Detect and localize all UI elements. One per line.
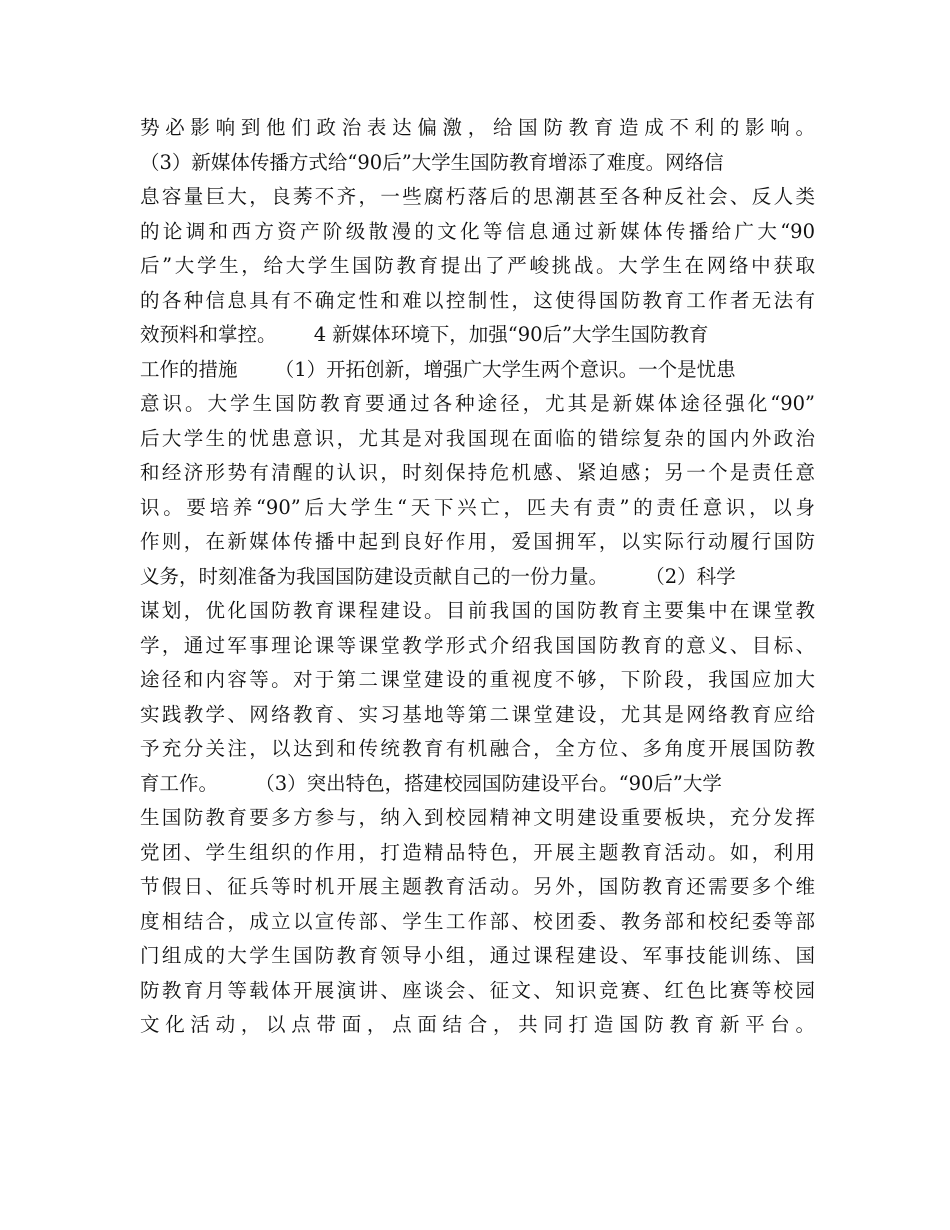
text-line: 义务，时刻准备为我国国防建设贡献自己的一份力量。 （2）科学 xyxy=(140,564,736,588)
text-line: 党团、学生组织的作用，打造精品特色，开展主题教育活动。如，利用 xyxy=(140,840,815,864)
text-line: 文化活动，以点带面，点面结合，共同打造国防教育新平台。 xyxy=(140,1013,815,1036)
text-line: 谋划，优化国防教育课程建设。目前我国的国防教育主要集中在课堂教 xyxy=(140,599,815,622)
text-line: 识。要培养“90”后大学生“天下兴亡，匹夫有责”的责任意识，以身 xyxy=(140,495,815,519)
body-text xyxy=(140,111,815,1043)
text-line: 防教育月等载体开展演讲、座谈会、征文、知识竞赛、红色比赛等校园 xyxy=(140,978,815,1002)
text-line: 后”大学生，给大学生国防教育提出了严峻挑战。大学生在网络中获取 xyxy=(140,254,815,277)
text-line: 的各种信息具有不确定性和难以控制性，这使得国防教育工作者无法有 xyxy=(140,288,815,312)
text-line: 门组成的大学生国防教育领导小组，通过课程建设、军事技能训练、国 xyxy=(140,944,815,967)
text-line: 势必影响到他们政治表达偏激，给国防教育造成不利的影响。 xyxy=(140,116,815,139)
text-line: 实践教学、网络教育、实习基地等第二课堂建设，尤其是网络教育应给 xyxy=(140,702,815,726)
text-line: （3）新媒体传播方式给“90后”大学生国防教育增添了难度。网络信 xyxy=(140,150,724,174)
text-line: 息容量巨大，良莠不齐，一些腐朽落后的思潮甚至各种反社会、反人类 xyxy=(140,185,815,208)
text-line: 的论调和西方资产阶级散漫的文化等信息通过新媒体传播给广大“90 xyxy=(140,219,815,243)
text-line: 育工作。 （3）突出特色，搭建校园国防建设平台。“90后”大学 xyxy=(140,771,722,795)
text-line: 生国防教育要多方参与，纳入到校园精神文明建设重要板块，充分发挥 xyxy=(140,806,815,829)
text-line: 意识。大学生国防教育要通过各种途径，尤其是新媒体途径强化“90” xyxy=(140,392,815,415)
text-line: 途径和内容等。对于第二课堂建设的重视度不够，下阶段，我国应加大 xyxy=(140,668,815,691)
text-line: 节假日、征兵等时机开展主题教育活动。另外，国防教育还需要多个维 xyxy=(140,875,815,898)
text-line: 后大学生的忧患意识，尤其是对我国现在面临的错综复杂的国内外政治 xyxy=(140,426,815,450)
text-line: 度相结合，成立以宣传部、学生工作部、校团委、教务部和校纪委等部 xyxy=(140,909,815,933)
text-line: 予充分关注，以达到和传统教育有机融合，全方位、多角度开展国防教 xyxy=(140,737,815,760)
text-line: 和经济形势有清醒的认识，时刻保持危机感、紧迫感；另一个是责任意 xyxy=(140,461,815,484)
text-line: 学，通过军事理论课等课堂教学形式介绍我国国防教育的意义、目标、 xyxy=(140,633,815,657)
text-line: 工作的措施 （1）开拓创新，增强广大学生两个意识。一个是忧患 xyxy=(140,357,736,381)
text-line: 效预料和掌控。 4 新媒体环境下，加强“90后”大学生国防教育 xyxy=(140,323,709,346)
text-line: 作则，在新媒体传播中起到良好作用，爱国拥军，以实际行动履行国防 xyxy=(140,530,815,553)
